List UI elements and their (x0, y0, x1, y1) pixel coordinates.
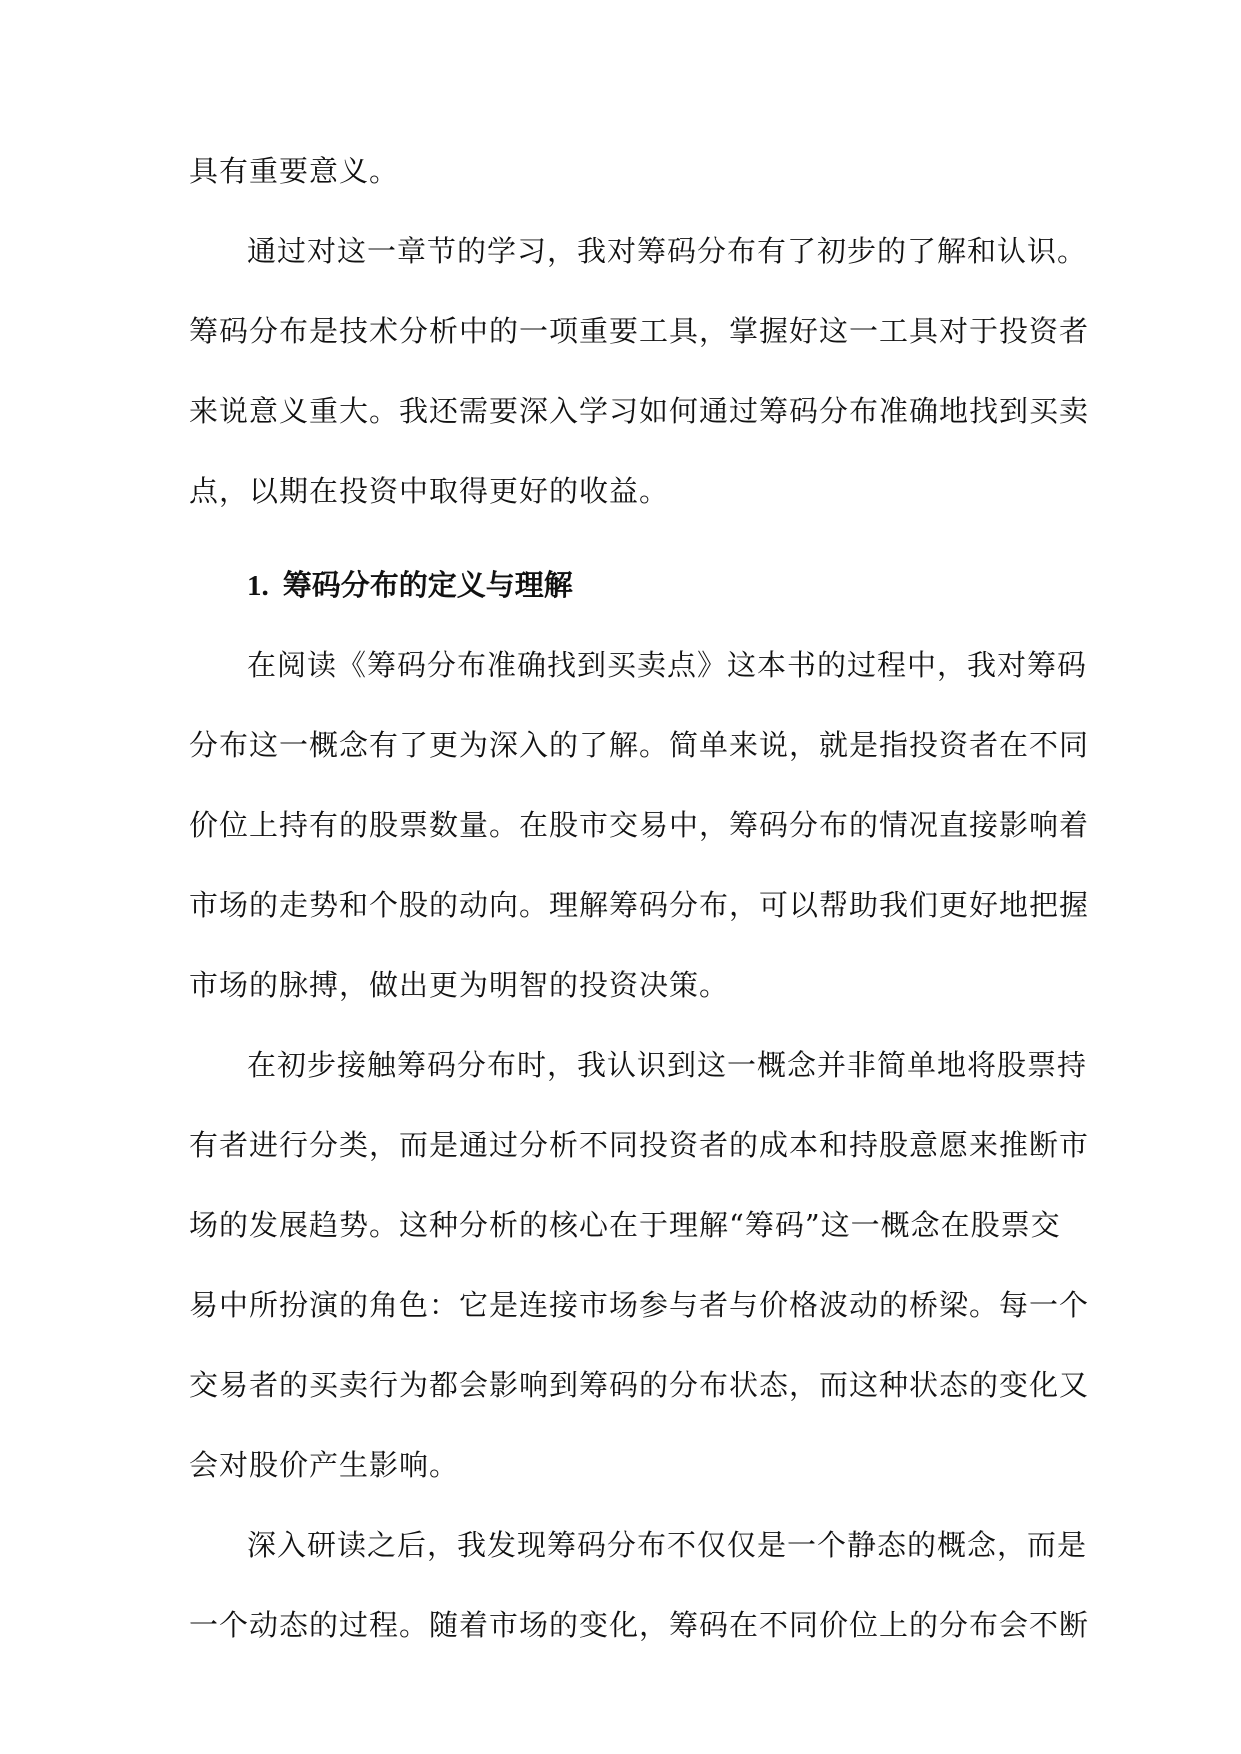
text-line: 易中所扮演的角色：它是连接市场参与者与价格波动的桥梁。每一个 (189, 1288, 1090, 1322)
spacer (189, 546, 1049, 560)
paragraph (189, 640, 1090, 1040)
text-line: 分布这一概念有了更为深入的了解。简单来说，就是指投资者在不同 (189, 728, 1090, 762)
text-line: 通过对这一章节的学习，我对筹码分布有了初步的了解和认识。 (247, 234, 1088, 268)
paragraph (189, 1040, 1090, 1520)
paragraph (189, 1520, 1090, 1680)
section-heading (189, 560, 1049, 640)
section-title: 筹码分布的定义与理解 (282, 568, 573, 602)
text-line: 一个动态的过程。随着市场的变化，筹码在不同价位上的分布会不断 (189, 1608, 1090, 1642)
text-line: 在初步接触筹码分布时，我认识到这一概念并非简单地将股票持 (247, 1048, 1088, 1082)
text-line: 市场的走势和个股的动向。理解筹码分布，可以帮助我们更好地把握 (189, 888, 1090, 922)
text-line: 来说意义重大。我还需要深入学习如何通过筹码分布准确地找到买卖 (189, 394, 1090, 428)
text-line: 市场的脉搏，做出更为明智的投资决策。 (189, 968, 730, 1002)
text-line: 在阅读《筹码分布准确找到买卖点》这本书的过程中，我对筹码 (247, 648, 1088, 682)
paragraph (189, 146, 1049, 226)
text-line: 场的发展趋势。这种分析的核心在于理解“筹码”这一概念在股票交 (189, 1208, 1061, 1242)
text-line: 会对股价产生影响。 (189, 1448, 460, 1482)
text-line: 交易者的买卖行为都会影响到筹码的分布状态，而这种状态的变化又 (189, 1368, 1090, 1402)
paragraph (189, 226, 1090, 546)
text-line: 筹码分布是技术分析中的一项重要工具，掌握好这一工具对于投资者 (189, 314, 1090, 348)
section-number: 1. (247, 570, 269, 602)
document-page (189, 146, 1090, 1680)
text-line: 有者进行分类，而是通过分析不同投资者的成本和持股意愿来推断市 (189, 1128, 1090, 1162)
text-line: 深入研读之后，我发现筹码分布不仅仅是一个静态的概念，而是 (247, 1528, 1088, 1562)
text-line: 具有重要意义。 (189, 154, 400, 188)
text-line: 点，以期在投资中取得更好的收益。 (189, 474, 670, 508)
text-line: 价位上持有的股票数量。在股市交易中，筹码分布的情况直接影响着 (189, 808, 1090, 842)
